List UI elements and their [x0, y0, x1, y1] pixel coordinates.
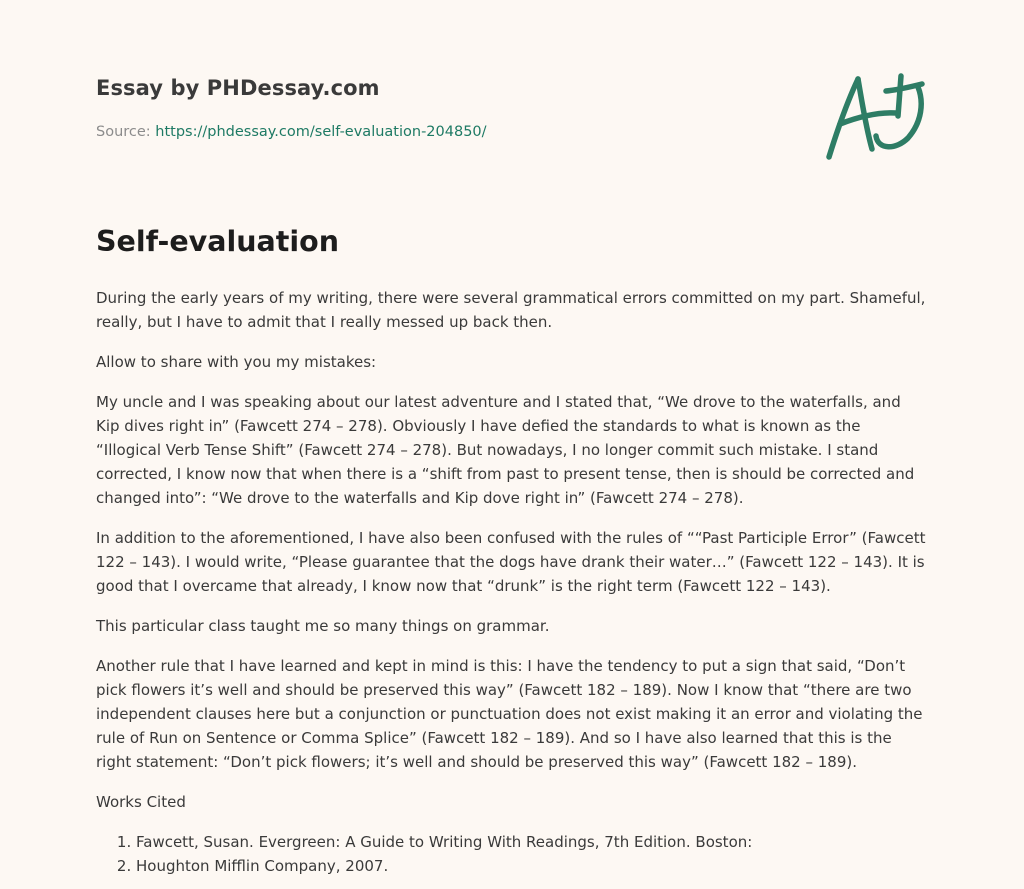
a-plus-grade-icon	[818, 66, 930, 166]
essay-paragraph: Allow to share with you my mistakes:	[96, 353, 377, 371]
essay-title: Self-evaluation	[96, 225, 340, 258]
essay-paragraph: This particular class taught me so many things on grammar.	[96, 617, 550, 635]
works-cited-list	[96, 830, 928, 878]
works-cited-heading: Works Cited	[96, 793, 186, 811]
essay-paragraph: Another rule that I have learned and kept in mind is this: I have the tendency to put a sign that said, “Don’t pick flowers it’s well and should be preserved this way” (Fawcett 182 – 189). Now I know that “there are two independent clauses here but a conjunction or punctuation does not exist making it an error and violating the rule of Run on Sentence or Comma Splice” (Fawcett 182 – 189). And so I have also learned that this is the right statement: “Don’t pick flowers; it’s well and should be preserved this way” (Fawcett 182 – 189).	[96, 657, 923, 771]
source-link[interactable]: https://phdessay.com/self-evaluation-204850/	[155, 124, 487, 140]
works-cited-item: 1. Fawcett, Susan. Evergreen: A Guide to Writing With Readings, 7th Edition. Boston:	[136, 830, 928, 854]
essay-body	[96, 286, 928, 878]
works-cited-item: 2. Houghton Mifflin Company, 2007.	[136, 854, 928, 878]
essay-paragraph: During the early years of my writing, there were several grammatical errors committed on my part. Shameful, really, but I have to admit that I really messed up back then.	[96, 289, 926, 331]
site-brand: Essay by PHDessay.com	[96, 76, 380, 100]
essay-paragraph: My uncle and I was speaking about our latest adventure and I stated that, “We drove to the waterfalls, and Kip dives right in” (Fawcett 274 – 278). Obviously I have defied the standards to what is known as the “Illogical Verb Tense Shift” (Fawcett 274 – 278). But nowadays, I no longer commit such mistake. I stand corrected, I know now that when there is a “shift from past to present tense, then is should be corrected and changed into”: “We drove to the waterfalls and Kip dove right in” (Fawcett 274 – 278).	[96, 393, 915, 507]
source-label: Source:	[96, 124, 151, 140]
essay-paragraph: In addition to the aforementioned, I have also been confused with the rules of ““Past Participle Error” (Fawcett 122 – 143). I would write, “Please guarantee that the dogs have drank their water…” (Fawcett 122 – 143). It is good that I overcame that already, I know now that “drunk” is the right term (Fawcett 122 – 143).	[96, 529, 926, 595]
source-line	[96, 124, 487, 140]
